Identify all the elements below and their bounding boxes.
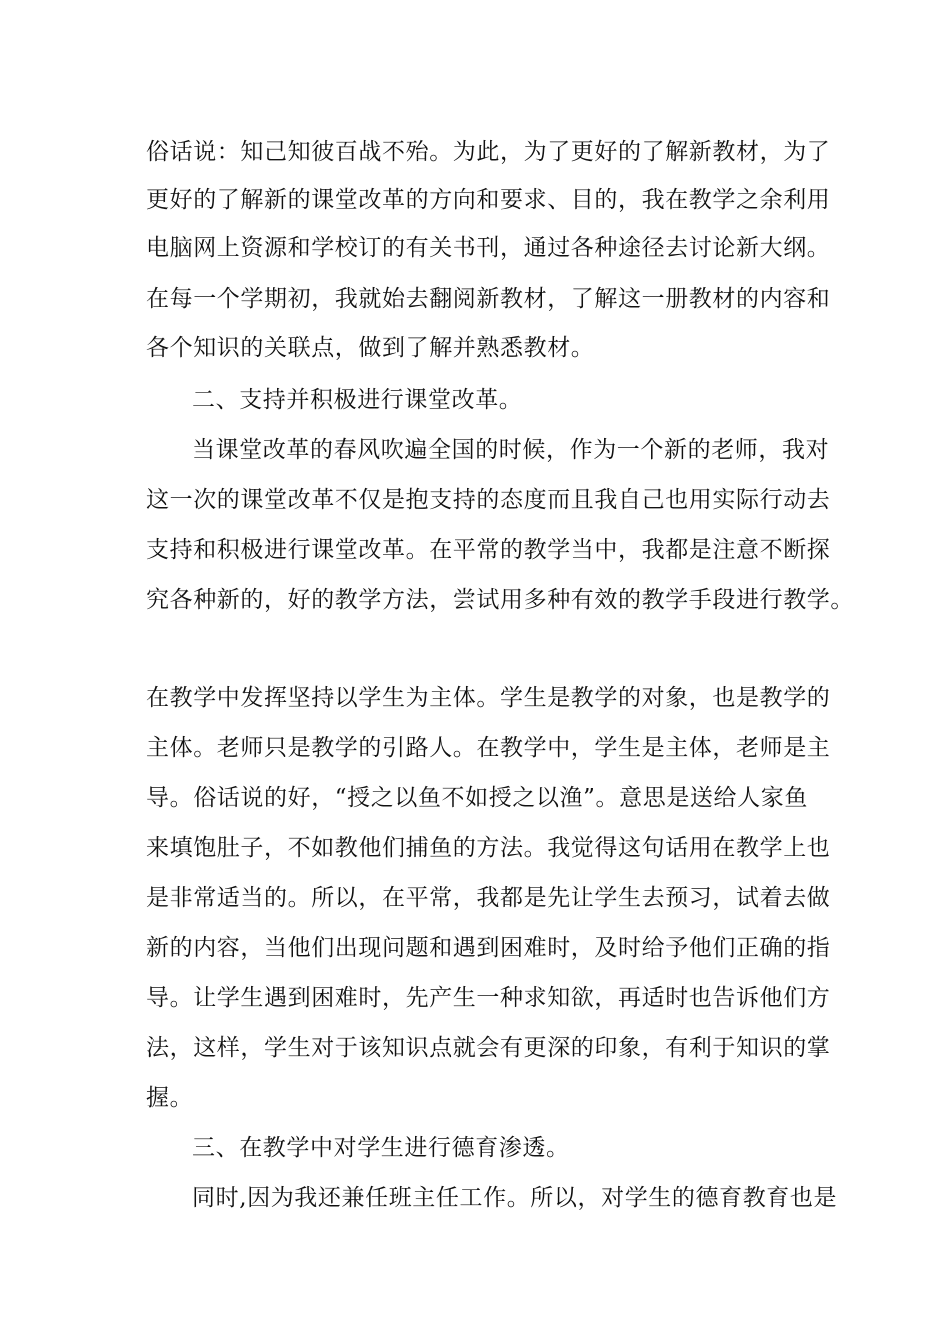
text-line-3: 电脑网上资源和学校订的有关书刊，通过各种途径去讨论新大纲。 bbox=[146, 235, 831, 261]
text-line-8: 这一次的课堂改革不仅是抱支持的态度而且我自己也用实际行动去 bbox=[146, 487, 831, 513]
text-line-1: 俗话说：知己知彼百战不殆。为此，为了更好的了解新教材，为了 bbox=[146, 139, 831, 165]
text-line-5: 各个知识的关联点，做到了解并熟悉教材。 bbox=[146, 335, 595, 361]
text-line-17: 导。让学生遇到困难时，先产生一种求知欲，再适时也告诉他们方 bbox=[146, 985, 831, 1011]
text-line-21: 同时,因为我还兼任班主任工作。所以，对学生的德育教育也是 bbox=[192, 1185, 838, 1211]
text-line-10: 究各种新的，好的教学方法，尝试用多种有效的教学手段进行教学。 bbox=[146, 587, 854, 613]
text-line-9: 支持和积极进行课堂改革。在平常的教学当中，我都是注意不断探 bbox=[146, 537, 831, 563]
section-heading-3: 三、在教学中对学生进行德育渗透。 bbox=[192, 1135, 570, 1161]
text-line-13: 导。俗话说的好，“授之以鱼不如授之以渔”。意思是送给人家鱼 bbox=[146, 785, 808, 811]
text-line-19: 握。 bbox=[146, 1085, 194, 1111]
text-line-12: 主体。老师只是教学的引路人。在教学中，学生是主体，老师是主 bbox=[146, 735, 831, 761]
text-line-11: 在教学中发挥坚持以学生为主体。学生是教学的对象，也是教学的 bbox=[146, 685, 831, 711]
text-line-15: 是非常适当的。所以，在平常，我都是先让学生去预习，试着去做 bbox=[146, 885, 831, 911]
text-line-4: 在每一个学期初，我就始去翻阅新教材，了解这一册教材的内容和 bbox=[146, 286, 831, 312]
text-line-14: 来填饱肚子，不如教他们捕鱼的方法。我觉得这句话用在教学上也 bbox=[146, 835, 831, 861]
text-line-2: 更好的了解新的课堂改革的方向和要求、目的，我在教学之余利用 bbox=[146, 187, 831, 213]
text-line-16: 新的内容，当他们出现问题和遇到困难时，及时给予他们正确的指 bbox=[146, 935, 831, 961]
text-line-7: 当课堂改革的春风吹遍全国的时候，作为一个新的老师，我对 bbox=[192, 437, 830, 463]
text-line-18: 法，这样，学生对于该知识点就会有更深的印象，有利于知识的掌 bbox=[146, 1035, 831, 1061]
section-heading-2: 二、支持并积极进行课堂改革。 bbox=[192, 387, 523, 413]
